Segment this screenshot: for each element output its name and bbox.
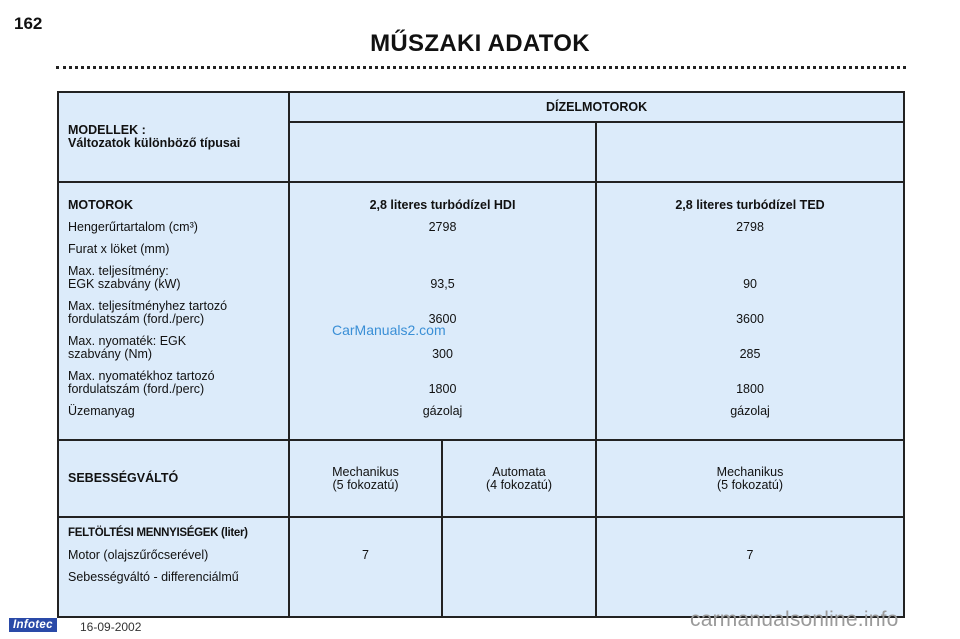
ted-values-cell [596,182,904,440]
gearbox-hdi-manual-gears: (5 fokozatú) [332,477,399,492]
engines-label: MOTOROK [68,198,134,212]
models-label-cell [58,92,289,182]
gearbox-hdi-auto-type: Automata [492,464,546,479]
engine-name-ted: 2,8 literes turbódízel TED [675,198,825,212]
gearbox-hdi-auto-gears: (4 fokozatú) [485,477,552,492]
ted-power-rpm: 3600 [736,312,764,326]
spec-table [57,91,905,618]
watermark-carmanualsonline: carmanualsonline.info [690,608,899,631]
gearbox-ted-type: Mechanikus [716,464,784,479]
ted-displacement: 2798 [736,220,764,234]
gearbox-hdi-auto [442,440,596,517]
ted-max-power: 90 [743,277,757,291]
capacity-ted-cell [596,517,904,617]
row-label-bore-stroke: Furat x löket (mm) [68,242,170,256]
hdi-power-rpm: 3600 [428,312,457,326]
variant-cell-hdi [289,122,596,182]
capacity-label-gearbox: Sebességváltó - differenciálmű [68,570,239,584]
ted-max-torque: 285 [739,347,761,361]
capacities-label: FELTÖLTÉSI MENNYISÉGEK (liter) [68,527,248,539]
row-label-max-torque-2: szabvány (Nm) [68,347,153,361]
hdi-max-power: 93,5 [430,277,455,291]
infotec-logo: Infotec [9,618,57,632]
ted-torque-rpm: 1800 [736,382,764,396]
row-label-displacement: Hengerűrtartalom (cm³) [68,220,198,234]
hdi-bore-stroke [290,243,595,256]
capacities-labels-cell [58,517,289,617]
models-label: MODELLEK : [68,123,146,137]
gearbox-ted-gears: (5 fokozatú) [717,477,784,492]
row-label-power-rpm: Max. teljesítményhez tartozó [68,299,228,313]
hdi-torque-rpm: 1800 [428,382,457,396]
capacity-engine-hdi: 7 [362,548,369,562]
gearbox-hdi-manual-type: Mechanikus [332,464,399,479]
page-number: 162 [14,14,43,33]
gearbox-label: SEBESSÉGVÁLTÓ [58,440,289,517]
capacity-hdi-auto-cell [442,517,596,617]
variant-cell-ted [596,122,904,182]
row-label-max-power: Max. teljesítmény: [68,264,169,278]
watermark-carmanuals: CarManuals2.com [332,322,446,338]
ted-bore-stroke [597,243,903,256]
row-label-max-power-2: EGK szabvány (kW) [68,277,181,291]
row-label-torque-rpm: Max. nyomatékhoz tartozó [68,369,215,383]
capacity-label-engine: Motor (olajszűrőcserével) [68,548,209,562]
hdi-fuel: gázolaj [422,404,463,418]
capacity-hdi-manual-cell [289,517,442,617]
hdi-max-torque: 300 [432,347,453,361]
footer-date: 16-09-2002 [80,620,142,634]
row-label-fuel: Üzemanyag [68,404,135,418]
diesel-engines-header: DÍZELMOTOROK [289,92,904,122]
models-sublabel: Változatok különböző típusai [68,136,241,150]
engine-name-hdi: 2,8 literes turbódízel HDI [369,198,516,212]
row-label-max-torque: Max. nyomaték: EGK [68,334,187,348]
hdi-values-cell [289,182,596,440]
page-title: MŰSZAKI ADATOK [370,30,590,57]
dotted-divider [56,66,906,69]
gearbox-ted [596,440,904,517]
hdi-displacement: 2798 [428,220,457,234]
row-label-torque-rpm-2: fordulatszám (ford./perc) [68,382,205,396]
row-label-power-rpm-2: fordulatszám (ford./perc) [68,312,205,326]
ted-fuel: gázolaj [730,404,770,418]
capacity-engine-ted: 7 [746,548,754,562]
gearbox-hdi-manual [289,440,442,517]
engine-labels-cell [58,182,289,440]
